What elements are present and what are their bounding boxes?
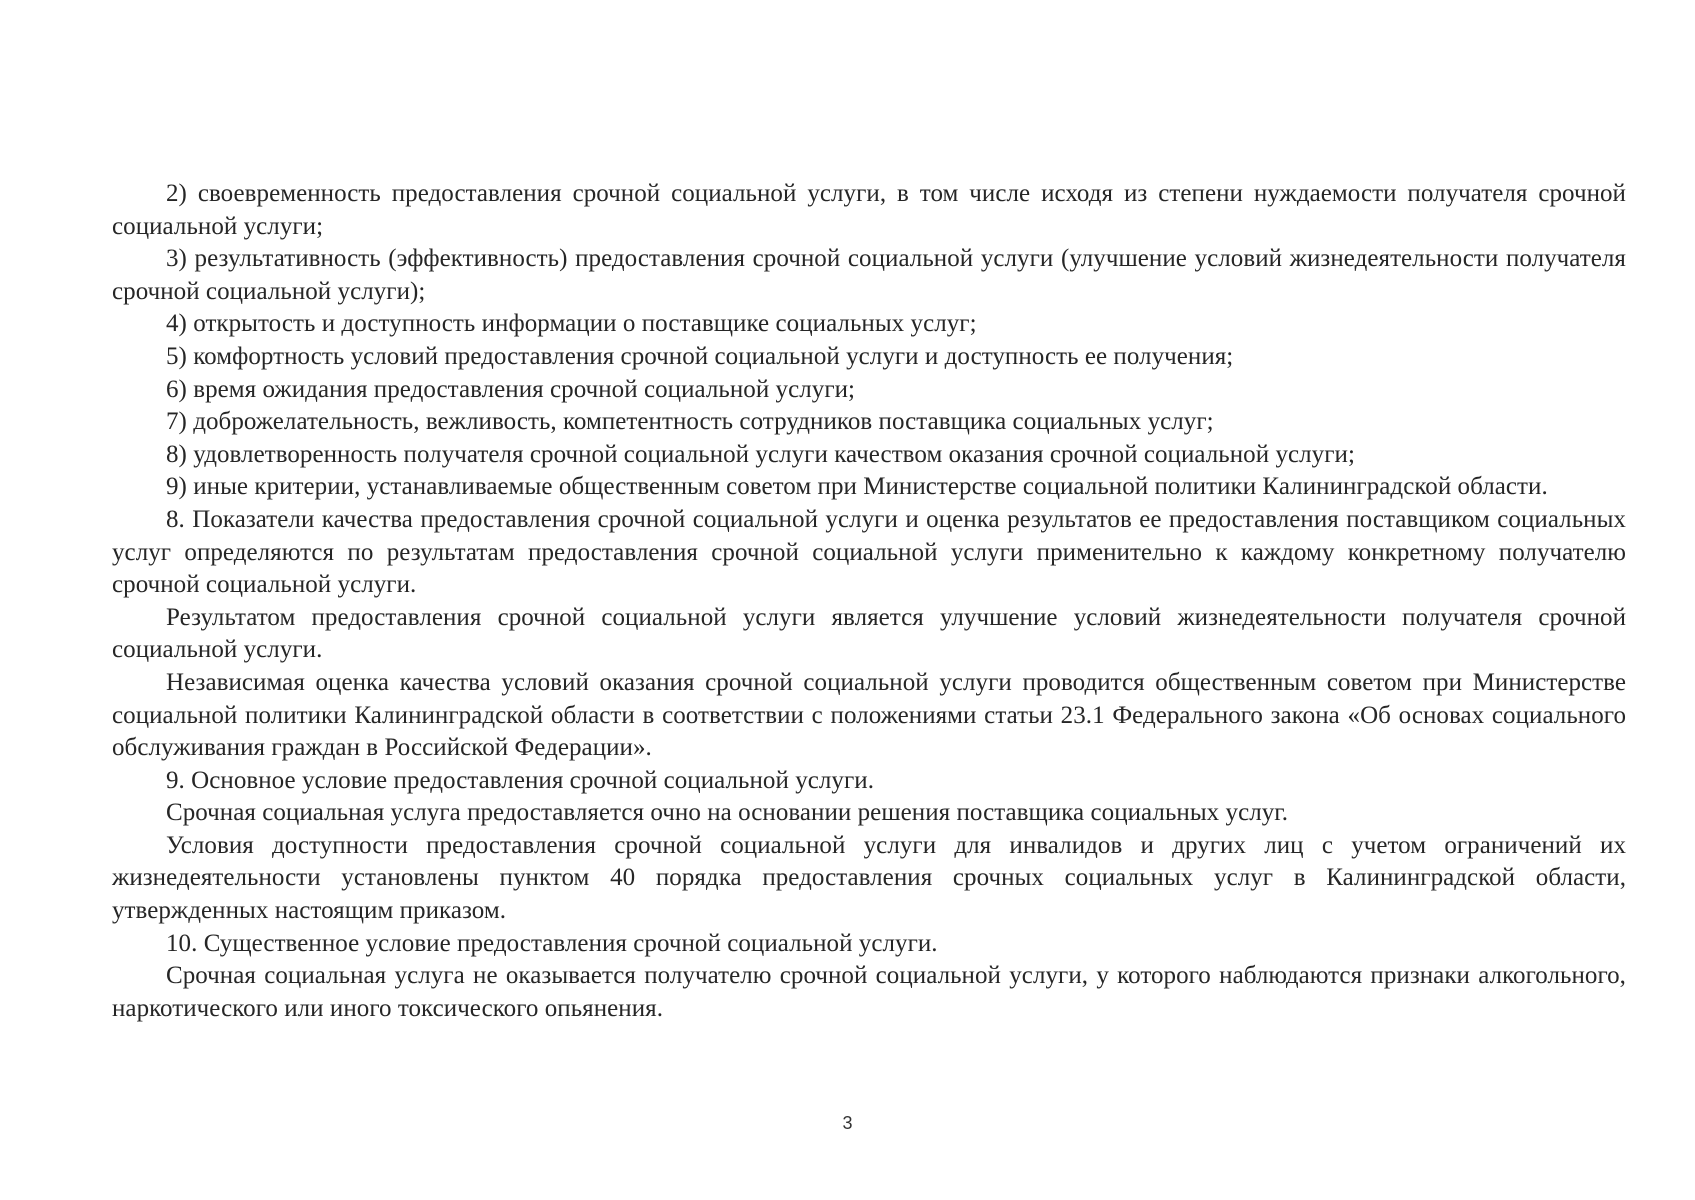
- criterion-8-paragraph: 8) удовлетворенность получателя срочной социальной услуги качеством оказания срочной социальной услуги;: [166, 440, 1355, 468]
- section-10-heading: 10. Существенное условие предоставления срочной социальной услуги.: [166, 929, 938, 957]
- criterion-3-paragraph: 3) результативность (эффективность) предоставления срочной социальной услуги (улучшение условий жизнедеятельности получателя срочной социальной услуги);: [112, 245, 1626, 305]
- criterion-6-paragraph: 6) время ожидания предоставления срочной социальной услуги;: [166, 375, 856, 403]
- page-number: 3: [842, 1113, 853, 1133]
- result-paragraph: Результатом предоставления срочной социальной услуги является улучшение условий жизнедеятельности получателя срочной социальной услуги.: [112, 603, 1626, 664]
- independent-assessment-paragraph: Независимая оценка качества условий оказания срочной социальной услуги проводится общественным советом при Министерстве социальной политики Калининградской области в соответствии с положениями статьи 23.1 Федерального закона «Об основах социального обслуживания граждан в Российской Федерации».: [112, 668, 1626, 762]
- criterion-5-paragraph: 5) комфортность условий предоставления срочной социальной услуги и доступность ее получения;: [166, 342, 1234, 370]
- criterion-9-paragraph: 9) иные критерии, устанавливаемые общественным советом при Министерстве социальной политики Калининградской области.: [166, 473, 1548, 501]
- intoxication-condition-paragraph: Срочная социальная услуга не оказывается получателю срочной социальной услуги, у которого наблюдаются признаки алкогольного, наркотического или иного токсического опьянения.: [112, 962, 1626, 1022]
- criterion-2-paragraph: 2) своевременность предоставления срочной социальной услуги, в том числе исходя из степени нуждаемости получателя срочной социальной услуги;: [112, 180, 1626, 240]
- accessibility-conditions-paragraph: Условия доступности предоставления срочной социальной услуги для инвалидов и других лиц с учетом ограничений их жизнедеятельности установлены пунктом 40 порядка предоставления срочных социальных услуг в Калининградской области, утвержденных настоящим приказом.: [112, 831, 1626, 925]
- criterion-4-paragraph: 4) открытость и доступность информации о поставщике социальных услуг;: [166, 310, 977, 338]
- section-9-heading: 9. Основное условие предоставления срочной социальной услуги.: [166, 766, 875, 794]
- in-person-provision-paragraph: Срочная социальная услуга предоставляется очно на основании решения поставщика социальных услуг.: [166, 799, 1289, 827]
- section-8-heading-paragraph: 8. Показатели качества предоставления срочной социальной услуги и оценка результатов ее предоставления поставщиком социальных услуг определяются по результатам предоставления срочной социальной услуги применительно к каждому конкретному получателю срочной социальной услуги.: [112, 505, 1626, 599]
- criterion-7-paragraph: 7) доброжелательность, вежливость, компетентность сотрудников поставщика социальных услуг;: [166, 408, 1214, 436]
- document-body: [112, 178, 1626, 1025]
